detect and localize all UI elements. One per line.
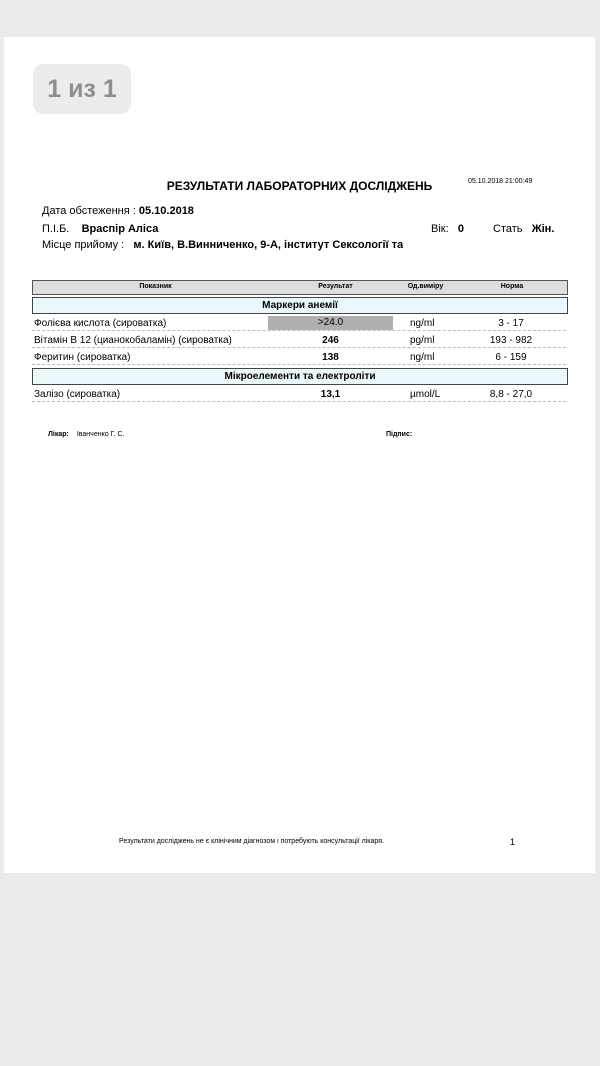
row-unit: ng/ml — [410, 318, 435, 329]
document-page — [4, 37, 595, 873]
header-norm: Норма — [500, 283, 524, 290]
patient-name-line — [42, 223, 158, 235]
exam-date: 05.10.2018 — [138, 205, 194, 217]
exam-date-line — [42, 205, 194, 217]
row-norm: 3 - 17 — [498, 318, 524, 329]
doctor-line — [48, 431, 124, 438]
row-unit: pg/ml — [410, 335, 435, 346]
report-title: РЕЗУЛЬТАТИ ЛАБОРАТОРНИХ ДОСЛІДЖЕНЬ — [166, 179, 433, 193]
sex-line — [493, 223, 554, 235]
table-row — [32, 350, 566, 366]
place: м. Київ, В.Винниченко, 9-А, інститут Сексології та — [133, 239, 404, 251]
signature-label: Підпис: — [386, 431, 413, 438]
exam-date-label: Дата обстеження : — [42, 205, 136, 217]
row-result: 13,1 — [320, 389, 341, 400]
header-indicator: Показник — [139, 283, 172, 290]
table-row — [32, 333, 566, 349]
header-result: Результат — [318, 283, 353, 290]
page-number: 1 — [510, 837, 516, 847]
place-label: Місце прийому : — [42, 239, 125, 251]
row-unit: µmol/L — [410, 389, 441, 400]
name-label: П.І.Б. — [42, 223, 70, 235]
sex-label: Стать — [493, 223, 523, 235]
patient-name: Враспір Аліса — [81, 223, 159, 235]
patient-age: 0 — [457, 223, 464, 235]
header-unit: Од.виміру — [407, 283, 444, 290]
row-name: Фолієва кислота (сироватка) — [34, 318, 167, 329]
table-row — [32, 316, 566, 332]
age-line — [431, 223, 464, 235]
patient-sex: Жін. — [531, 223, 555, 235]
table-header — [32, 280, 568, 295]
row-norm: 193 - 982 — [489, 335, 533, 346]
report-timestamp: 05.10.2018 21:00:49 — [468, 178, 533, 185]
doctor-label: Лікар: — [48, 431, 69, 438]
section-anemia-markers: Маркери анемії — [32, 297, 568, 314]
row-norm: 8,8 - 27,0 — [489, 389, 533, 400]
section-microelements: Мікроелементи та електроліти — [32, 368, 568, 385]
doctor-name: Іванченко Г. С. — [76, 431, 125, 438]
row-result: 246 — [322, 335, 339, 346]
row-name: Феритин (сироватка) — [34, 352, 131, 363]
page-indicator: 1 из 1 — [33, 64, 131, 114]
row-norm: 6 - 159 — [495, 352, 527, 363]
table-row — [32, 387, 566, 403]
place-line — [42, 239, 403, 253]
footer-disclaimer: Результати досліджень не є клінічним діагнозом і потребують консультації лікаря. — [119, 838, 384, 845]
row-name: Вітамін В 12 (цианокобаламін) (сироватка) — [34, 335, 232, 346]
row-name: Залізо (сироватка) — [34, 389, 121, 400]
age-label: Вік: — [431, 223, 449, 235]
row-result: 138 — [322, 352, 339, 363]
row-unit: ng/ml — [410, 352, 435, 363]
row-result-flagged: >24.0 — [268, 316, 393, 330]
